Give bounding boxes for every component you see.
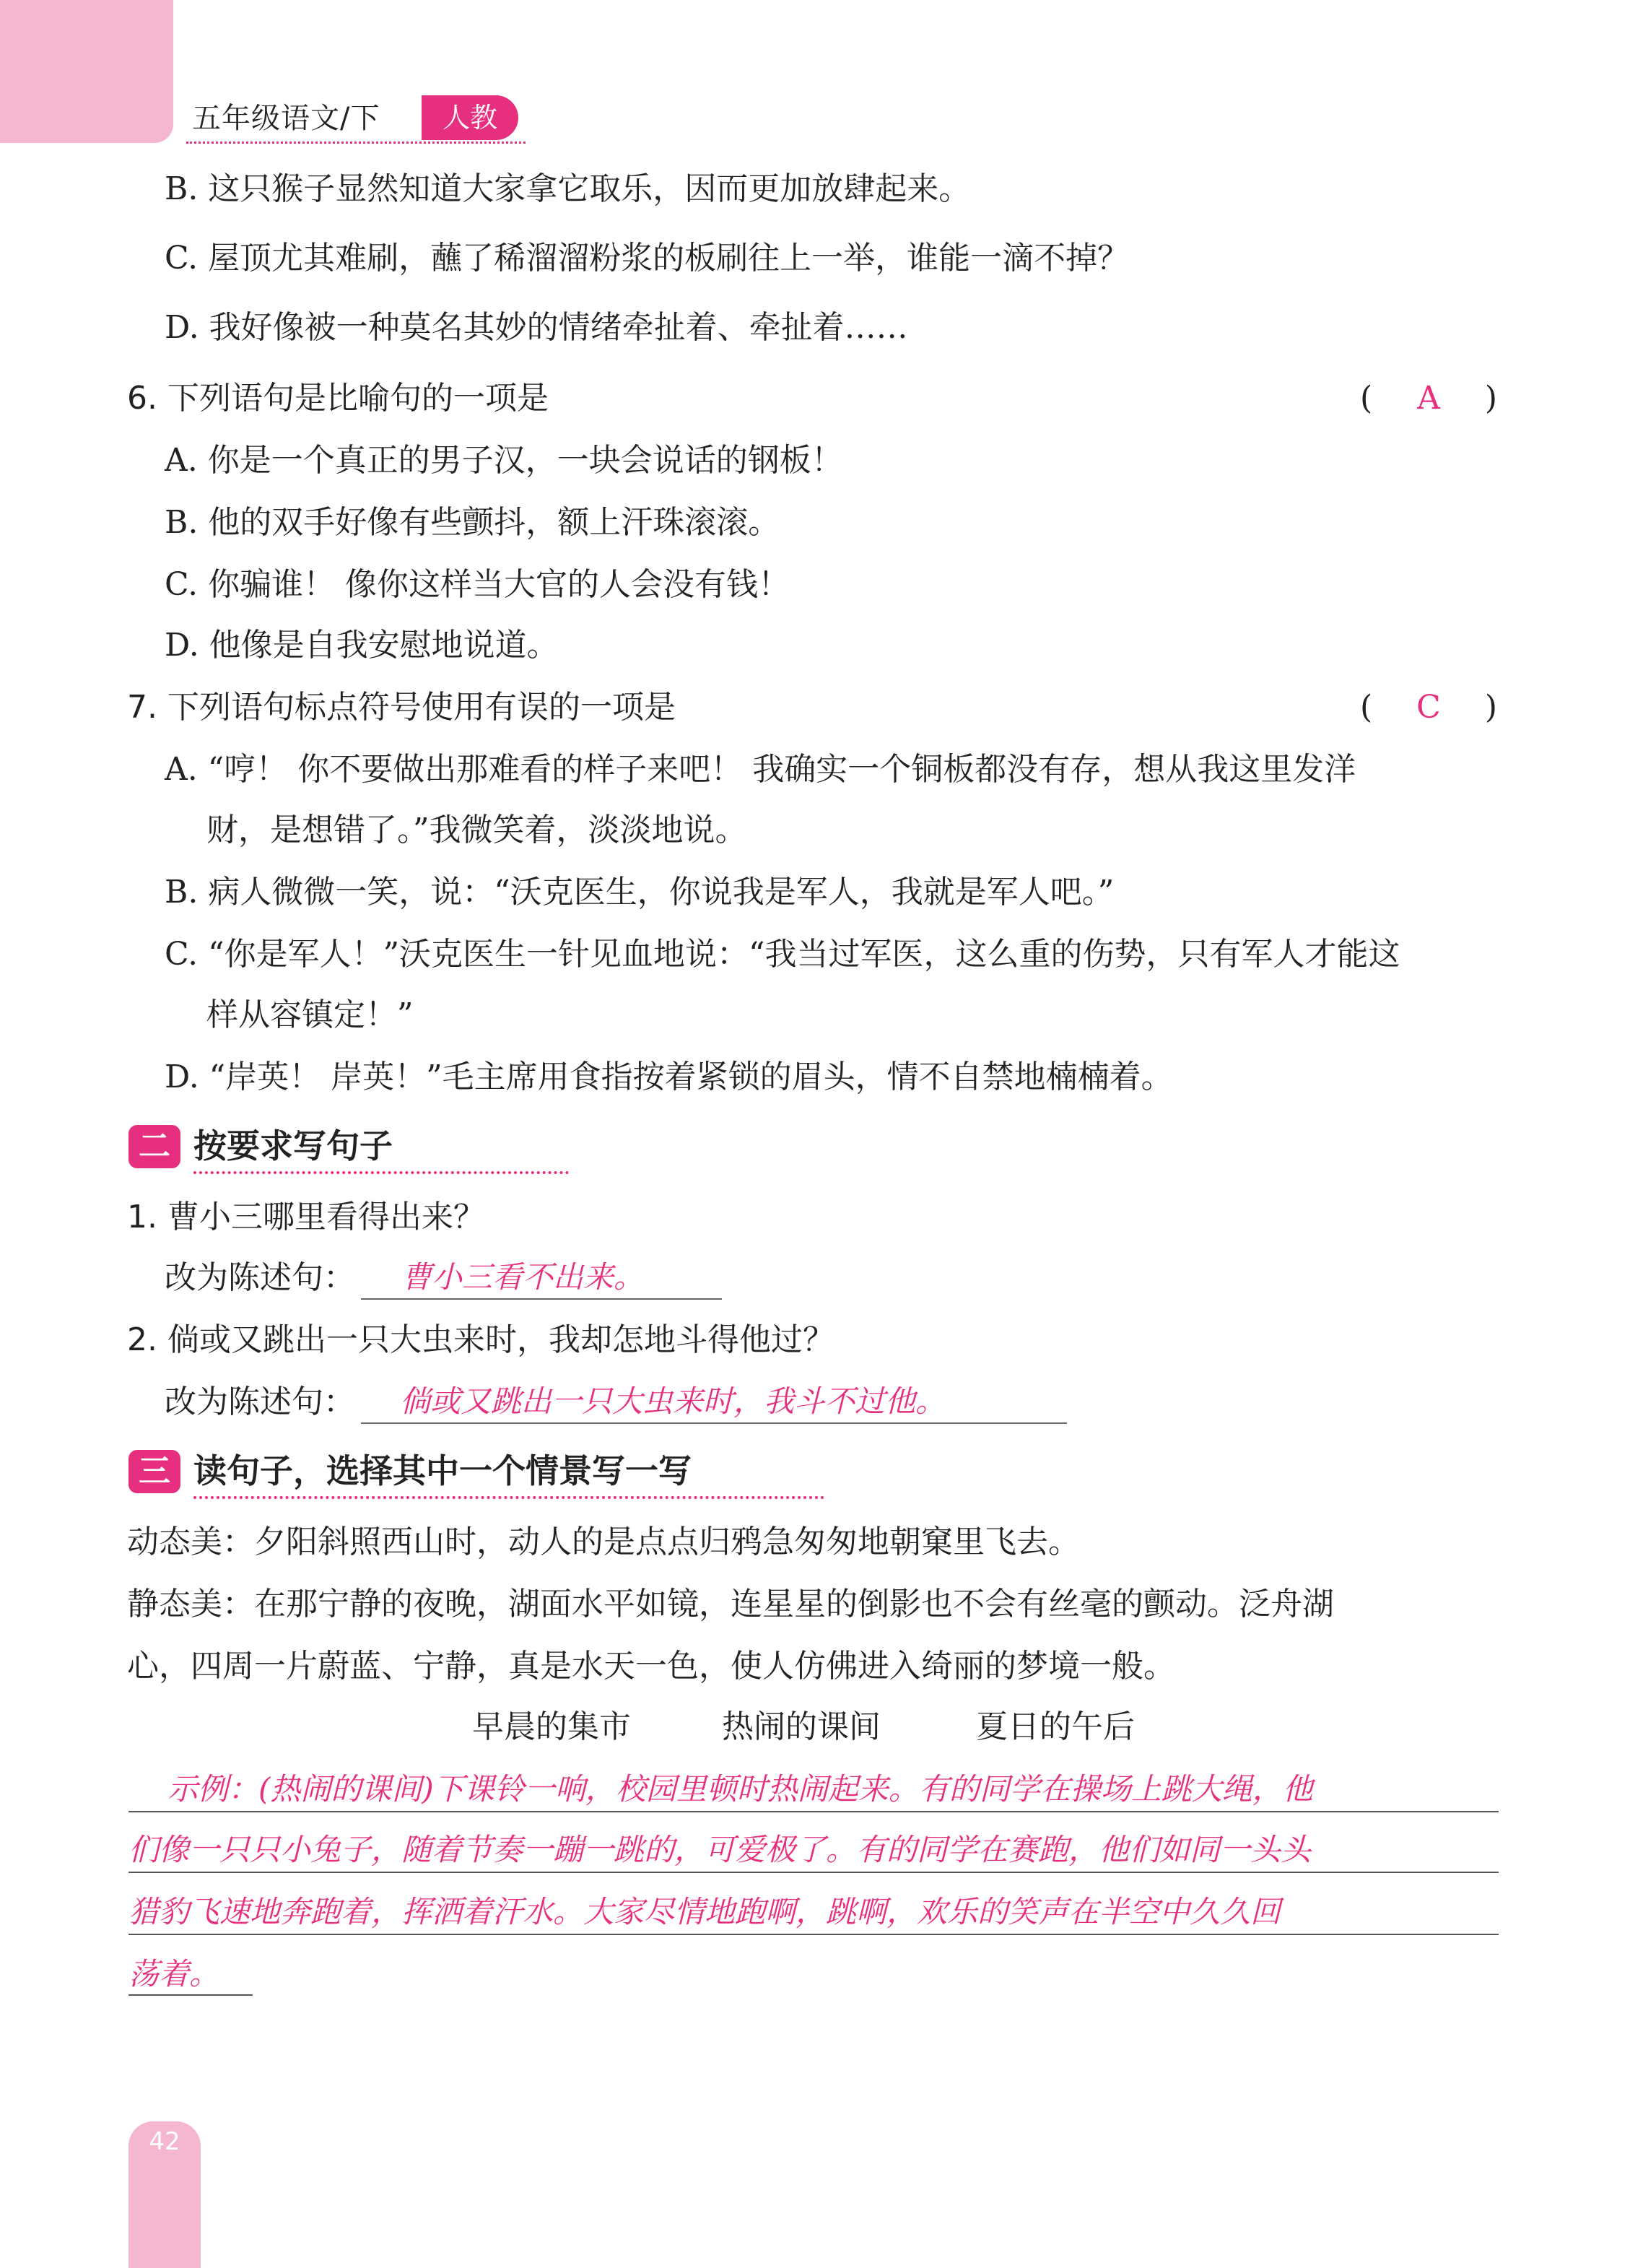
q6-stem: 6. 下列语句是比喻句的一项是 [127,380,549,417]
essay-line: 荡着。 [128,1956,220,1991]
essay-rule [128,1994,253,1996]
s2-q2-answer-line [361,1422,1067,1424]
static-beauty-line2: 心，四周一片蔚蓝、宁静，真是水天一色，使人仿佛进入绮丽的梦境一般。 [127,1648,1175,1685]
s2-q2-answer: 倘或又跳出一只大虫来时，我斗不过他。 [400,1383,946,1419]
q7-option-c-line2: 样从容镇定！” [206,996,414,1033]
q7-option-b: B. 病人微微一笑，说：“沃克医生，你说我是军人，我就是军人吧。” [165,874,1115,911]
essay-rule [128,1872,1499,1873]
section-2-dotted-underline [193,1171,569,1174]
section-3-dotted-underline [193,1496,824,1499]
essay-line: 示例：(热闹的课间)下课铃一响，校园里顿时热闹起来。有的同学在操场上跳大绳，他 [167,1771,1313,1807]
q7-answer: C [1416,689,1441,726]
s2-q1-answer-line [361,1298,722,1300]
topic-option: 夏日的午后 [976,1708,1135,1745]
page-number: 42 [149,2127,180,2156]
static-beauty-line1: 静态美：在那宁静的夜晚，湖面水平如镜，连星星的倒影也不会有丝毫的颤动。泛舟湖 [127,1586,1334,1622]
edition-badge: 人教 [422,95,518,140]
topic-option: 早晨的集市 [472,1708,631,1745]
q5-option-b: B. 这只猴子显然知道大家拿它取乐，因而更加放肆起来。 [165,170,971,207]
q6-option-a: A. 你是一个真正的男子汉，一块会说话的钢板！ [165,442,843,479]
q6-answer: A [1417,380,1440,417]
section-3-number-icon: 三 [128,1450,180,1493]
section-2-number-icon: 二 [128,1125,180,1168]
s2-q2-label: 改为陈述句： [165,1383,355,1420]
q7-option-a-line2: 财，是想错了。”我微笑着，淡淡地说。 [206,812,747,848]
section-3-title: 读句子，选择其中一个情景写一写 [193,1451,692,1490]
q5-option-d: D. 我好像被一种莫名其妙的情绪牵扯着、牵扯着…… [165,309,908,346]
essay-line: 们像一只只小兔子，随着节奏一蹦一跳的，可爱极了。有的同学在赛跑，他们如同一头头 [128,1832,1312,1867]
book-title: 五年级语文/下 [192,102,380,135]
essay-rule [128,1934,1499,1935]
s2-q2-stem: 2. 倘或又跳出一只大虫来时，我却怎地斗得他过？ [127,1321,834,1358]
section-3-heading [128,1447,778,1498]
dynamic-beauty-text: 动态美：夕阳斜照西山时，动人的是点点归鸦急匆匆地朝窠里飞去。 [127,1524,1080,1560]
paren-close: ) [1484,380,1497,417]
q6-option-d: D. 他像是自我安慰地说道。 [165,627,559,664]
section-2-heading [128,1122,461,1173]
section-2-title: 按要求写句子 [193,1126,393,1165]
q7-option-a-line1: A. “哼！ 你不要做出那难看的样子来吧！ 我确实一个铜板都没有存，想从我这里发洋 [165,751,1356,788]
topic-option: 热闹的课间 [722,1708,881,1745]
s2-q1-stem: 1. 曹小三哪里看得出来？ [127,1199,485,1235]
corner-tab-decoration [0,0,173,143]
s2-q1-label: 改为陈述句： [165,1259,355,1296]
q6-option-b: B. 他的双手好像有些颤抖，额上汗珠滚滚。 [165,504,780,541]
q6-option-c: C. 你骗谁！ 像你这样当大官的人会没有钱！ [165,566,790,603]
q7-option-c-line1: C. “你是军人！”沃克医生一针见血地说：“我当过军医，这么重的伤势，只有军人才能这 [165,936,1400,973]
q5-option-c: C. 屋顶尤其难刷，蘸了稀溜溜粉浆的板刷往上一举，谁能一滴不掉？ [165,240,1130,277]
s2-q1-answer: 曹小三看不出来。 [401,1259,645,1295]
essay-rule [128,1811,1499,1812]
q6-answer-box [1360,377,1497,420]
essay-line: 猎豹飞速地奔跑着，挥洒着汗水。大家尽情地跑啊，跳啊，欢乐的笑声在半空中久久回 [128,1894,1281,1929]
header-dotted-rule [186,142,526,144]
q7-option-d: D. “岸英！ 岸英！”毛主席用食指按着紧锁的眉头，情不自禁地楠楠着。 [165,1059,1173,1095]
paren-close: ) [1484,689,1497,726]
q7-answer-box [1360,686,1497,729]
paren-open: ( [1360,689,1373,726]
paren-open: ( [1360,380,1373,417]
q7-stem: 7. 下列语句标点符号使用有误的一项是 [127,689,676,726]
